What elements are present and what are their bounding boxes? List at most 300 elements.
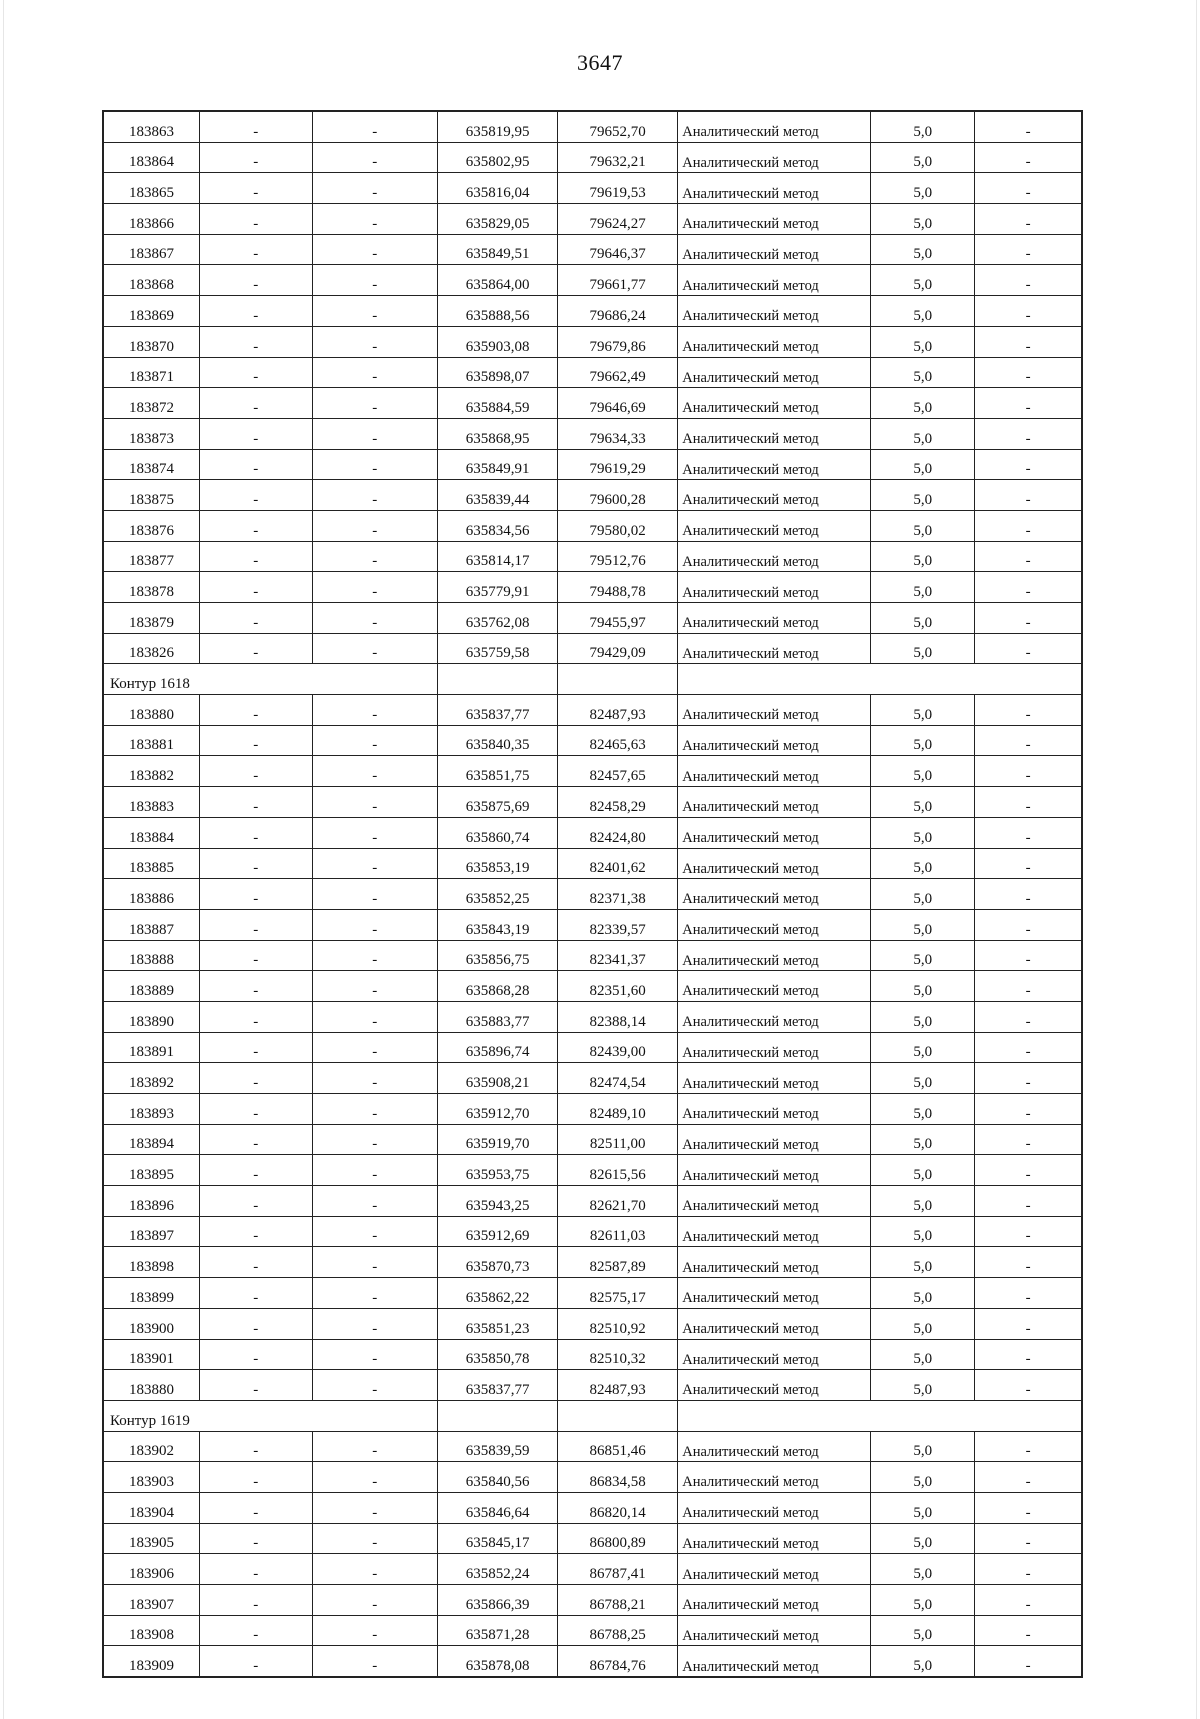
accuracy-cell: 5,0 (871, 787, 975, 818)
x-coordinate-cell: 635850,78 (438, 1339, 558, 1370)
point-number-cell: 183891 (103, 1032, 200, 1063)
note-cell: - (975, 1646, 1082, 1677)
table-row (103, 1124, 1082, 1155)
y-coordinate-cell: 79646,37 (558, 234, 678, 265)
x-coordinate-cell: 635862,22 (438, 1278, 558, 1309)
accuracy-cell: 5,0 (871, 756, 975, 787)
empty-col-b-cell: - (312, 449, 437, 480)
accuracy-cell: 5,0 (871, 1001, 975, 1032)
contour-label: Контур 1619 (103, 1400, 438, 1431)
point-number-cell: 183906 (103, 1554, 200, 1585)
point-number-cell: 183889 (103, 971, 200, 1002)
method-cell: Аналитический метод (678, 173, 871, 204)
method-cell: Аналитический метод (678, 357, 871, 388)
method-cell: Аналитический метод (678, 1247, 871, 1278)
empty-col-b-cell: - (312, 1094, 437, 1125)
method-cell: Аналитический метод (678, 1554, 871, 1585)
note-cell: - (975, 1339, 1082, 1370)
note-cell: - (975, 1094, 1082, 1125)
method-cell: Аналитический метод (678, 1585, 871, 1616)
method-cell: Аналитический метод (678, 1615, 871, 1646)
point-number-cell: 183864 (103, 142, 200, 173)
x-coordinate-cell: 635856,75 (438, 940, 558, 971)
method-cell: Аналитический метод (678, 480, 871, 511)
empty-col-b-cell: - (312, 326, 437, 357)
note-cell: - (975, 357, 1082, 388)
x-coordinate-cell: 635883,77 (438, 1001, 558, 1032)
empty-col-a-cell: - (200, 388, 313, 419)
table-row (103, 296, 1082, 327)
x-coordinate-cell: 635845,17 (438, 1523, 558, 1554)
note-cell: - (975, 1370, 1082, 1401)
accuracy-cell: 5,0 (871, 633, 975, 664)
table-row (103, 1063, 1082, 1094)
accuracy-cell: 5,0 (871, 1554, 975, 1585)
coordinates-table (102, 110, 1083, 1678)
x-coordinate-cell: 635888,56 (438, 296, 558, 327)
empty-col-a-cell: - (200, 111, 313, 142)
note-cell: - (975, 572, 1082, 603)
note-cell: - (975, 1186, 1082, 1217)
y-coordinate-cell: 86788,21 (558, 1585, 678, 1616)
method-cell: Аналитический метод (678, 909, 871, 940)
method-cell: Аналитический метод (678, 1186, 871, 1217)
accuracy-cell: 5,0 (871, 940, 975, 971)
accuracy-cell: 5,0 (871, 1308, 975, 1339)
y-coordinate-cell: 79634,33 (558, 418, 678, 449)
note-cell: - (975, 1032, 1082, 1063)
table-row (103, 1462, 1082, 1493)
accuracy-cell: 5,0 (871, 848, 975, 879)
empty-col-b-cell: - (312, 1001, 437, 1032)
table-row (103, 1278, 1082, 1309)
point-number-cell: 183897 (103, 1216, 200, 1247)
note-cell: - (975, 1001, 1082, 1032)
x-coordinate-cell: 635852,24 (438, 1554, 558, 1585)
empty-col-b-cell: - (312, 296, 437, 327)
note-cell: - (975, 1155, 1082, 1186)
point-number-cell: 183867 (103, 234, 200, 265)
method-cell: Аналитический метод (678, 1063, 871, 1094)
empty-col-a-cell: - (200, 695, 313, 726)
method-cell: Аналитический метод (678, 1278, 871, 1309)
point-number-cell: 183894 (103, 1124, 200, 1155)
empty-col-b-cell: - (312, 111, 437, 142)
empty-col-b-cell: - (312, 572, 437, 603)
empty-col-b-cell: - (312, 265, 437, 296)
x-coordinate-cell: 635884,59 (438, 388, 558, 419)
note-cell: - (975, 1492, 1082, 1523)
note-cell: - (975, 1247, 1082, 1278)
x-coordinate-cell: 635898,07 (438, 357, 558, 388)
accuracy-cell: 5,0 (871, 1094, 975, 1125)
empty-col-b-cell: - (312, 234, 437, 265)
y-coordinate-cell: 79619,53 (558, 173, 678, 204)
note-cell: - (975, 173, 1082, 204)
accuracy-cell: 5,0 (871, 695, 975, 726)
x-coordinate-cell: 635953,75 (438, 1155, 558, 1186)
method-cell: Аналитический метод (678, 1094, 871, 1125)
empty-col-b-cell: - (312, 480, 437, 511)
x-coordinate-cell: 635852,25 (438, 879, 558, 910)
contour-empty-cell (438, 664, 558, 695)
point-number-cell: 183877 (103, 541, 200, 572)
method-cell: Аналитический метод (678, 1216, 871, 1247)
table-row (103, 1094, 1082, 1125)
x-coordinate-cell: 635851,75 (438, 756, 558, 787)
x-coordinate-cell: 635839,59 (438, 1431, 558, 1462)
method-cell: Аналитический метод (678, 204, 871, 235)
accuracy-cell: 5,0 (871, 603, 975, 634)
empty-col-a-cell: - (200, 418, 313, 449)
x-coordinate-cell: 635762,08 (438, 603, 558, 634)
y-coordinate-cell: 79619,29 (558, 449, 678, 480)
x-coordinate-cell: 635903,08 (438, 326, 558, 357)
method-cell: Аналитический метод (678, 633, 871, 664)
note-cell: - (975, 480, 1082, 511)
empty-col-a-cell: - (200, 1155, 313, 1186)
x-coordinate-cell: 635871,28 (438, 1615, 558, 1646)
point-number-cell: 183905 (103, 1523, 200, 1554)
contour-empty-cell (558, 1400, 678, 1431)
empty-col-a-cell: - (200, 265, 313, 296)
point-number-cell: 183886 (103, 879, 200, 910)
empty-col-b-cell: - (312, 725, 437, 756)
point-number-cell: 183904 (103, 1492, 200, 1523)
accuracy-cell: 5,0 (871, 1370, 975, 1401)
x-coordinate-cell: 635943,25 (438, 1186, 558, 1217)
empty-col-a-cell: - (200, 572, 313, 603)
empty-col-a-cell: - (200, 204, 313, 235)
accuracy-cell: 5,0 (871, 817, 975, 848)
empty-col-a-cell: - (200, 1094, 313, 1125)
x-coordinate-cell: 635860,74 (438, 817, 558, 848)
method-cell: Аналитический метод (678, 603, 871, 634)
table-row (103, 909, 1082, 940)
table-row (103, 418, 1082, 449)
empty-col-b-cell: - (312, 1462, 437, 1493)
accuracy-cell: 5,0 (871, 1216, 975, 1247)
y-coordinate-cell: 86800,89 (558, 1523, 678, 1554)
empty-col-a-cell: - (200, 1001, 313, 1032)
y-coordinate-cell: 82424,80 (558, 817, 678, 848)
empty-col-a-cell: - (200, 1247, 313, 1278)
accuracy-cell: 5,0 (871, 1155, 975, 1186)
point-number-cell: 183892 (103, 1063, 200, 1094)
y-coordinate-cell: 86820,14 (558, 1492, 678, 1523)
y-coordinate-cell: 82487,93 (558, 1370, 678, 1401)
x-coordinate-cell: 635875,69 (438, 787, 558, 818)
accuracy-cell: 5,0 (871, 1186, 975, 1217)
table-row (103, 1523, 1082, 1554)
accuracy-cell: 5,0 (871, 572, 975, 603)
empty-col-a-cell: - (200, 173, 313, 204)
x-coordinate-cell: 635912,70 (438, 1094, 558, 1125)
y-coordinate-cell: 79686,24 (558, 296, 678, 327)
empty-col-b-cell: - (312, 1247, 437, 1278)
accuracy-cell: 5,0 (871, 1615, 975, 1646)
point-number-cell: 183878 (103, 572, 200, 603)
x-coordinate-cell: 635851,23 (438, 1308, 558, 1339)
method-cell: Аналитический метод (678, 787, 871, 818)
point-number-cell: 183826 (103, 633, 200, 664)
point-number-cell: 183872 (103, 388, 200, 419)
x-coordinate-cell: 635868,28 (438, 971, 558, 1002)
method-cell: Аналитический метод (678, 510, 871, 541)
accuracy-cell: 5,0 (871, 265, 975, 296)
y-coordinate-cell: 86834,58 (558, 1462, 678, 1493)
note-cell: - (975, 1063, 1082, 1094)
contour-header-row (103, 1400, 1082, 1431)
x-coordinate-cell: 635837,77 (438, 695, 558, 726)
accuracy-cell: 5,0 (871, 1585, 975, 1616)
point-number-cell: 183909 (103, 1646, 200, 1677)
table-row (103, 234, 1082, 265)
note-cell: - (975, 756, 1082, 787)
point-number-cell: 183900 (103, 1308, 200, 1339)
empty-col-b-cell: - (312, 1585, 437, 1616)
y-coordinate-cell: 86788,25 (558, 1615, 678, 1646)
point-number-cell: 183875 (103, 480, 200, 511)
table-row (103, 971, 1082, 1002)
table-row (103, 1155, 1082, 1186)
table-row (103, 879, 1082, 910)
empty-col-a-cell: - (200, 879, 313, 910)
empty-col-b-cell: - (312, 173, 437, 204)
note-cell: - (975, 326, 1082, 357)
point-number-cell: 183871 (103, 357, 200, 388)
accuracy-cell: 5,0 (871, 1247, 975, 1278)
point-number-cell: 183869 (103, 296, 200, 327)
table-row (103, 1001, 1082, 1032)
y-coordinate-cell: 79632,21 (558, 142, 678, 173)
accuracy-cell: 5,0 (871, 418, 975, 449)
point-number-cell: 183882 (103, 756, 200, 787)
point-number-cell: 183903 (103, 1462, 200, 1493)
y-coordinate-cell: 79679,86 (558, 326, 678, 357)
accuracy-cell: 5,0 (871, 909, 975, 940)
empty-col-b-cell: - (312, 1155, 437, 1186)
note-cell: - (975, 510, 1082, 541)
note-cell: - (975, 848, 1082, 879)
method-cell: Аналитический метод (678, 1308, 871, 1339)
y-coordinate-cell: 79455,97 (558, 603, 678, 634)
note-cell: - (975, 388, 1082, 419)
empty-col-a-cell: - (200, 296, 313, 327)
accuracy-cell: 5,0 (871, 1431, 975, 1462)
table-row (103, 695, 1082, 726)
y-coordinate-cell: 82510,92 (558, 1308, 678, 1339)
point-number-cell: 183873 (103, 418, 200, 449)
table-row (103, 940, 1082, 971)
empty-col-a-cell: - (200, 234, 313, 265)
point-number-cell: 183890 (103, 1001, 200, 1032)
x-coordinate-cell: 635840,35 (438, 725, 558, 756)
note-cell: - (975, 204, 1082, 235)
note-cell: - (975, 971, 1082, 1002)
empty-col-a-cell: - (200, 1216, 313, 1247)
y-coordinate-cell: 82341,37 (558, 940, 678, 971)
accuracy-cell: 5,0 (871, 1523, 975, 1554)
method-cell: Аналитический метод (678, 848, 871, 879)
method-cell: Аналитический метод (678, 296, 871, 327)
x-coordinate-cell: 635864,00 (438, 265, 558, 296)
empty-col-b-cell: - (312, 1492, 437, 1523)
x-coordinate-cell: 635759,58 (438, 633, 558, 664)
empty-col-b-cell: - (312, 633, 437, 664)
table-row (103, 1370, 1082, 1401)
note-cell: - (975, 1308, 1082, 1339)
table-body (103, 111, 1082, 1677)
y-coordinate-cell: 82474,54 (558, 1063, 678, 1094)
table-row (103, 326, 1082, 357)
empty-col-a-cell: - (200, 1339, 313, 1370)
accuracy-cell: 5,0 (871, 173, 975, 204)
note-cell: - (975, 603, 1082, 634)
y-coordinate-cell: 82587,89 (558, 1247, 678, 1278)
accuracy-cell: 5,0 (871, 1339, 975, 1370)
point-number-cell: 183883 (103, 787, 200, 818)
x-coordinate-cell: 635846,64 (438, 1492, 558, 1523)
empty-col-a-cell: - (200, 603, 313, 634)
x-coordinate-cell: 635843,19 (438, 909, 558, 940)
y-coordinate-cell: 79580,02 (558, 510, 678, 541)
empty-col-a-cell: - (200, 1370, 313, 1401)
note-cell: - (975, 449, 1082, 480)
table-row (103, 204, 1082, 235)
method-cell: Аналитический метод (678, 1032, 871, 1063)
method-cell: Аналитический метод (678, 418, 871, 449)
x-coordinate-cell: 635866,39 (438, 1585, 558, 1616)
y-coordinate-cell: 79662,49 (558, 357, 678, 388)
empty-col-b-cell: - (312, 1646, 437, 1677)
x-coordinate-cell: 635837,77 (438, 1370, 558, 1401)
point-number-cell: 183865 (103, 173, 200, 204)
table-row (103, 1032, 1082, 1063)
empty-col-a-cell: - (200, 510, 313, 541)
empty-col-a-cell: - (200, 848, 313, 879)
table-row (103, 173, 1082, 204)
contour-empty-cell (438, 1400, 558, 1431)
table-row (103, 1216, 1082, 1247)
note-cell: - (975, 1124, 1082, 1155)
x-coordinate-cell: 635868,95 (438, 418, 558, 449)
table-row (103, 848, 1082, 879)
table-row (103, 265, 1082, 296)
method-cell: Аналитический метод (678, 449, 871, 480)
empty-col-a-cell: - (200, 541, 313, 572)
accuracy-cell: 5,0 (871, 142, 975, 173)
accuracy-cell: 5,0 (871, 449, 975, 480)
empty-col-a-cell: - (200, 1554, 313, 1585)
empty-col-b-cell: - (312, 1063, 437, 1094)
note-cell: - (975, 1554, 1082, 1585)
note-cell: - (975, 909, 1082, 940)
note-cell: - (975, 418, 1082, 449)
empty-col-a-cell: - (200, 1646, 313, 1677)
table-row (103, 1615, 1082, 1646)
accuracy-cell: 5,0 (871, 357, 975, 388)
y-coordinate-cell: 82439,00 (558, 1032, 678, 1063)
empty-col-a-cell: - (200, 633, 313, 664)
empty-col-b-cell: - (312, 1431, 437, 1462)
y-coordinate-cell: 82621,70 (558, 1186, 678, 1217)
x-coordinate-cell: 635870,73 (438, 1247, 558, 1278)
empty-col-a-cell: - (200, 480, 313, 511)
point-number-cell: 183902 (103, 1431, 200, 1462)
table-row (103, 603, 1082, 634)
empty-col-b-cell: - (312, 695, 437, 726)
method-cell: Аналитический метод (678, 1370, 871, 1401)
method-cell: Аналитический метод (678, 388, 871, 419)
method-cell: Аналитический метод (678, 725, 871, 756)
empty-col-b-cell: - (312, 1370, 437, 1401)
table-row (103, 541, 1082, 572)
method-cell: Аналитический метод (678, 111, 871, 142)
y-coordinate-cell: 82511,00 (558, 1124, 678, 1155)
accuracy-cell: 5,0 (871, 510, 975, 541)
method-cell: Аналитический метод (678, 756, 871, 787)
accuracy-cell: 5,0 (871, 1462, 975, 1493)
method-cell: Аналитический метод (678, 1339, 871, 1370)
empty-col-b-cell: - (312, 142, 437, 173)
empty-col-b-cell: - (312, 909, 437, 940)
table-row (103, 388, 1082, 419)
empty-col-b-cell: - (312, 1186, 437, 1217)
method-cell: Аналитический метод (678, 234, 871, 265)
contour-label: Контур 1618 (103, 664, 438, 695)
y-coordinate-cell: 82510,32 (558, 1339, 678, 1370)
empty-col-b-cell: - (312, 817, 437, 848)
x-coordinate-cell: 635779,91 (438, 572, 558, 603)
note-cell: - (975, 1585, 1082, 1616)
method-cell: Аналитический метод (678, 695, 871, 726)
x-coordinate-cell: 635896,74 (438, 1032, 558, 1063)
y-coordinate-cell: 79652,70 (558, 111, 678, 142)
empty-col-b-cell: - (312, 1339, 437, 1370)
method-cell: Аналитический метод (678, 1155, 871, 1186)
empty-col-b-cell: - (312, 541, 437, 572)
empty-col-b-cell: - (312, 787, 437, 818)
scan-edge-right (1196, 0, 1197, 1719)
y-coordinate-cell: 86851,46 (558, 1431, 678, 1462)
accuracy-cell: 5,0 (871, 1032, 975, 1063)
y-coordinate-cell: 82401,62 (558, 848, 678, 879)
empty-col-a-cell: - (200, 725, 313, 756)
contour-header-row (103, 664, 1082, 695)
contour-empty-cell (678, 1400, 1082, 1431)
y-coordinate-cell: 79600,28 (558, 480, 678, 511)
point-number-cell: 183880 (103, 695, 200, 726)
point-number-cell: 183908 (103, 1615, 200, 1646)
note-cell: - (975, 817, 1082, 848)
point-number-cell: 183881 (103, 725, 200, 756)
empty-col-b-cell: - (312, 510, 437, 541)
accuracy-cell: 5,0 (871, 1492, 975, 1523)
x-coordinate-cell: 635878,08 (438, 1646, 558, 1677)
empty-col-b-cell: - (312, 971, 437, 1002)
y-coordinate-cell: 82487,93 (558, 695, 678, 726)
empty-col-b-cell: - (312, 357, 437, 388)
point-number-cell: 183907 (103, 1585, 200, 1616)
y-coordinate-cell: 82611,03 (558, 1216, 678, 1247)
x-coordinate-cell: 635912,69 (438, 1216, 558, 1247)
note-cell: - (975, 1216, 1082, 1247)
table-row (103, 1585, 1082, 1616)
y-coordinate-cell: 86784,76 (558, 1646, 678, 1677)
point-number-cell: 183901 (103, 1339, 200, 1370)
method-cell: Аналитический метод (678, 541, 871, 572)
